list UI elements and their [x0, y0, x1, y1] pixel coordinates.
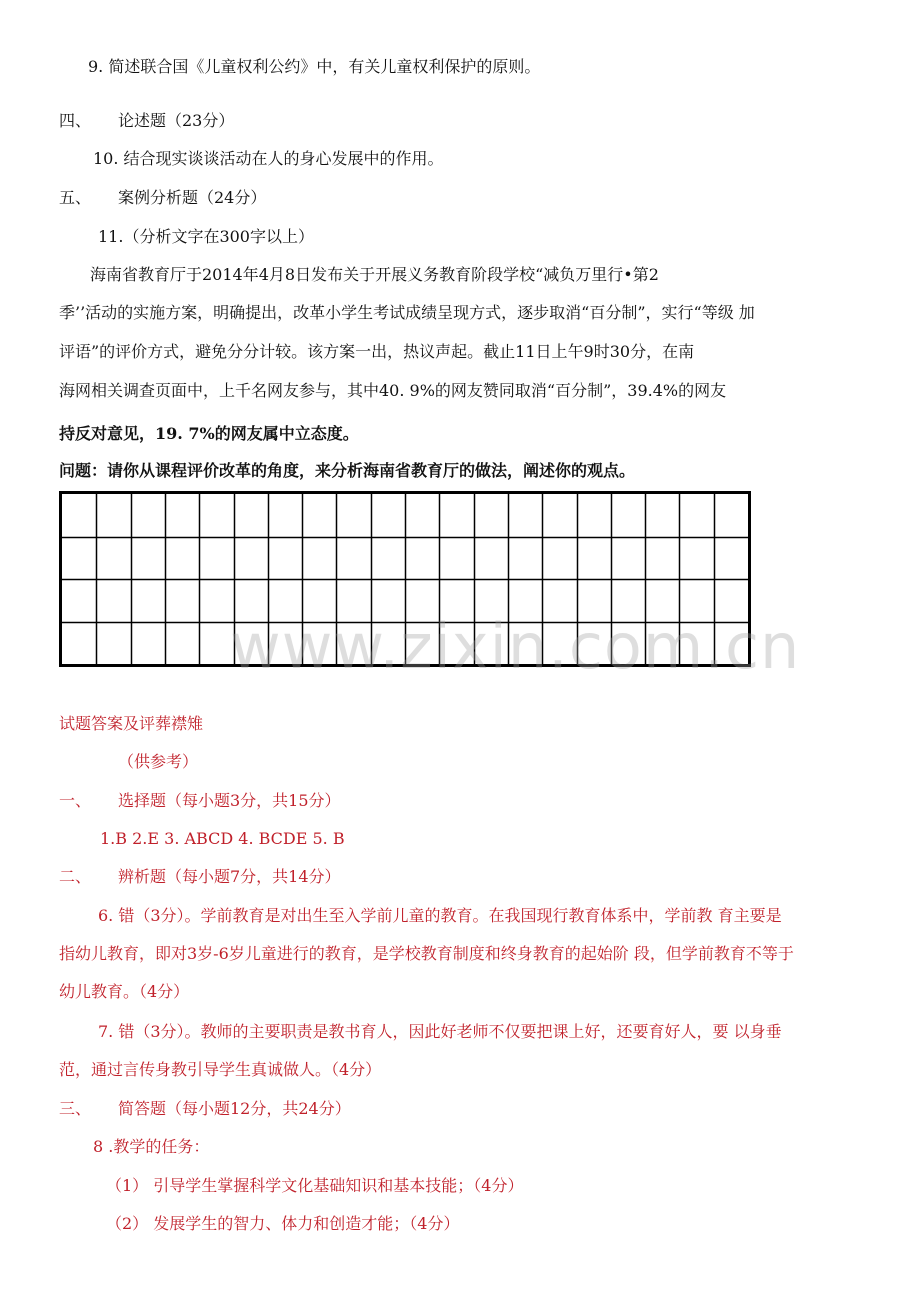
answer-section-1-title: 选择题（每小题3分，共15分） — [118, 791, 341, 810]
section-4-title: 论述题（23分） — [118, 111, 235, 130]
answers-reference-note: （供参考） — [118, 752, 199, 771]
answer-6-line: 幼儿教育。（4分） — [59, 982, 190, 1001]
answer-8-item: （2） 发展学生的智力、体力和创造才能；（4分） — [106, 1214, 460, 1233]
answer-section-3-number: 三、 — [59, 1099, 92, 1118]
case-text-line: 海网相关调查页面中，上千名网友参与，其中40. 9%的网友赞同取消“百分制”，39.4%的网友 — [59, 381, 727, 400]
answer-7-line: 范，通过言传身教引导学生真诚做人。（4分） — [59, 1060, 382, 1079]
answers-title: 试题答案及评葬襟雉 — [59, 714, 204, 733]
answer-section-1-number: 一、 — [59, 791, 92, 810]
section-5-number: 五、 — [59, 188, 92, 207]
analysis-question: 问题：请你从课程评价改革的角度，来分析海南省教育厅的做法，阐述你的观点。 — [59, 461, 636, 480]
answer-section-1-keys: 1.B 2.E 3. ABCD 4. BCDE 5. B — [100, 829, 345, 848]
answer-section-3-title: 简答题（每小题12分，共24分） — [118, 1099, 351, 1118]
answer-section-2-title: 辨析题（每小题7分，共14分） — [118, 867, 341, 886]
case-text-line: 季’’活动的实施方案，明确提出，改革小学生考试成绩呈现方式，逐步取消“百分制”，实行“等级 加 — [59, 303, 755, 322]
watermark: www.zixin.com.cn — [230, 610, 801, 683]
case-text-line: 海南省教育厅于2014年4月8日发布关于开展义务教育阶段学校“减负万里行•第2 — [90, 265, 659, 284]
case-text-line: 评语”的评价方式，避免分分计较。该方案一出，热议声起。截止11日上午9时30分，在南 — [59, 342, 695, 361]
section-4-number: 四、 — [59, 111, 92, 130]
question-11: 11.（分析文字在300字以上） — [98, 227, 314, 246]
question-9: 9. 简述联合国《儿童权利公约》中，有关儿童权利保护的原则。 — [88, 57, 541, 76]
question-10: 10. 结合现实谈谈活动在人的身心发展中的作用。 — [93, 149, 444, 168]
answer-section-2-number: 二、 — [59, 867, 92, 886]
section-5-title: 案例分析题（24分） — [118, 188, 267, 207]
case-text-line: 持反对意见，19. 7%的网友属中立态度。 — [59, 424, 359, 443]
answer-8-title: 8 .教学的任务： — [93, 1137, 210, 1156]
answer-6-line: 指幼儿教育，即对3岁-6岁儿童进行的教育，是学校教育制度和终身教育的起始阶 段，但学前教育不等于 — [59, 944, 794, 963]
answer-7-line: 7. 错（3分）。教师的主要职责是教书育人，因此好老师不仅要把课上好，还要育好人，要 以身垂 — [98, 1022, 782, 1041]
answer-6-line: 6. 错（3分）。学前教育是对出生至入学前儿童的教育。在我国现行教育体系中，学前教 育主要是 — [98, 906, 782, 925]
answer-8-item: （1） 引导学生掌握科学文化基础知识和基本技能；（4分） — [106, 1176, 524, 1195]
